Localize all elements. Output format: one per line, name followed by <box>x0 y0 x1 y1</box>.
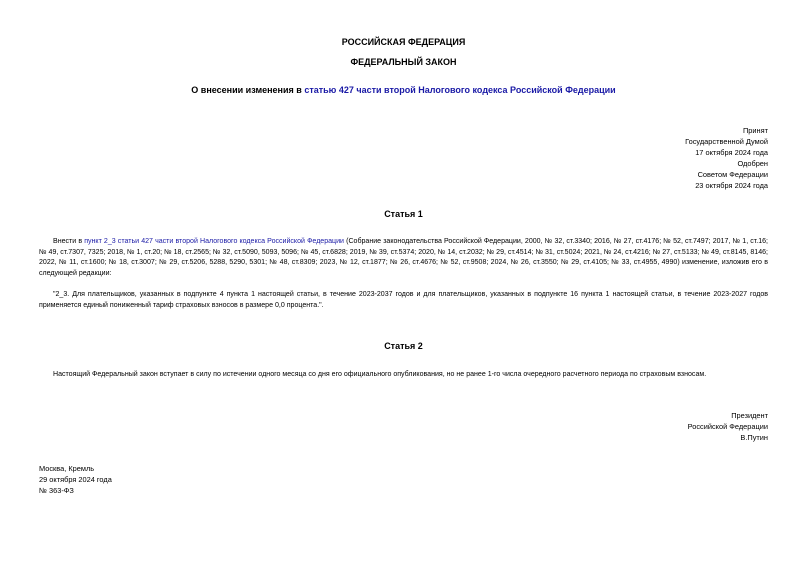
law-title-link[interactable]: статью 427 части второй Налогового кодекса Российской Федерации <box>304 85 616 95</box>
law-title-prefix: О внесении изменения в <box>191 85 305 95</box>
article1-heading: Статья 1 <box>384 209 423 219</box>
article1-intro-link[interactable]: пункт 2_3 статьи 427 части второй Налогового кодекса Российской Федерации <box>84 238 344 245</box>
signing-date: 29 октября 2024 года <box>39 474 112 484</box>
doc-type-heading: ФЕДЕРАЛЬНЫЙ ЗАКОН <box>350 57 457 67</box>
signing-place: Москва, Кремль <box>39 464 95 473</box>
article1-intro <box>39 237 768 279</box>
country-heading: РОССИЙСКАЯ ФЕДЕРАЦИЯ <box>341 37 466 47</box>
article1-intro-prefix: Внести в <box>53 238 85 245</box>
article2-text: Настоящий Федеральный закон вступает в силу по истечении одного месяца со дня его официального опубликования, но не ранее 1-го числа очередного расчетного периода по страховым взносам. <box>53 371 707 378</box>
adoption-line: Советом Федерации <box>697 169 768 179</box>
signature-line: Российской Федерации <box>687 421 768 431</box>
adoption-line: Одобрен <box>737 158 768 168</box>
adoption-line: Государственной Думой <box>685 136 768 146</box>
article1-quote: "2_3. Для плательщиков, указанных в подпункте 4 пункта 1 настоящей статьи, в течение 2023-2037 годов и для плательщиков, указанных в подпункте 16 пункта 1 настоящей статьи, в течение 2023-2027 годов применяется единый пониженный тариф страховых взносов в размере 0,0 процента.". <box>39 291 768 309</box>
signature-line: Президент <box>731 411 768 420</box>
adoption-line: 17 октября 2024 года <box>695 147 768 157</box>
law-title <box>0 84 807 96</box>
signature-block <box>688 411 768 444</box>
adoption-line: 23 октября 2024 года <box>695 180 768 190</box>
article1-intro-rest: (Собрание законодательства Российской Федерации, 2000, № 32, ст.3340; 2016, № 27, ст.4176; № 52, ст.7497; 2017, № 1, ст.16; № 49, ст.7307, 7325; 2018, № 1, ст.20; № 18, ст.2565; № 32, ст.5090, 5093, 5096; № 45, ст.6828; 2019, № 39, ст.5374; 2020, № 14, ст.2032; № 29, ст.4514; № 31, ст.5024; 2021, № 24, ст.4216; № 27, ст.5133; № 49, ст.8145, 8146; 2022, № 11, ст.1600; № 18, ст.3007; № 29, ст.5206, 5288, 5290, 5301; № 48, ст.8309; 2023, № 12, ст.1877; № 26, ст.4676; № 52, ст.9508; 2024, № 26, ст.3550; № 29, ст.4105; № 33, ст.4955, 4990) изменение, изложив его в следующей редакции: <box>39 238 769 277</box>
signature-line: В.Путин <box>740 432 768 442</box>
adoption-line: Принят <box>742 126 768 135</box>
law-number: № 363-ФЗ <box>39 485 74 495</box>
article2-heading: Статья 2 <box>384 341 423 351</box>
place-date-block <box>39 464 112 497</box>
adoption-block <box>685 126 768 191</box>
